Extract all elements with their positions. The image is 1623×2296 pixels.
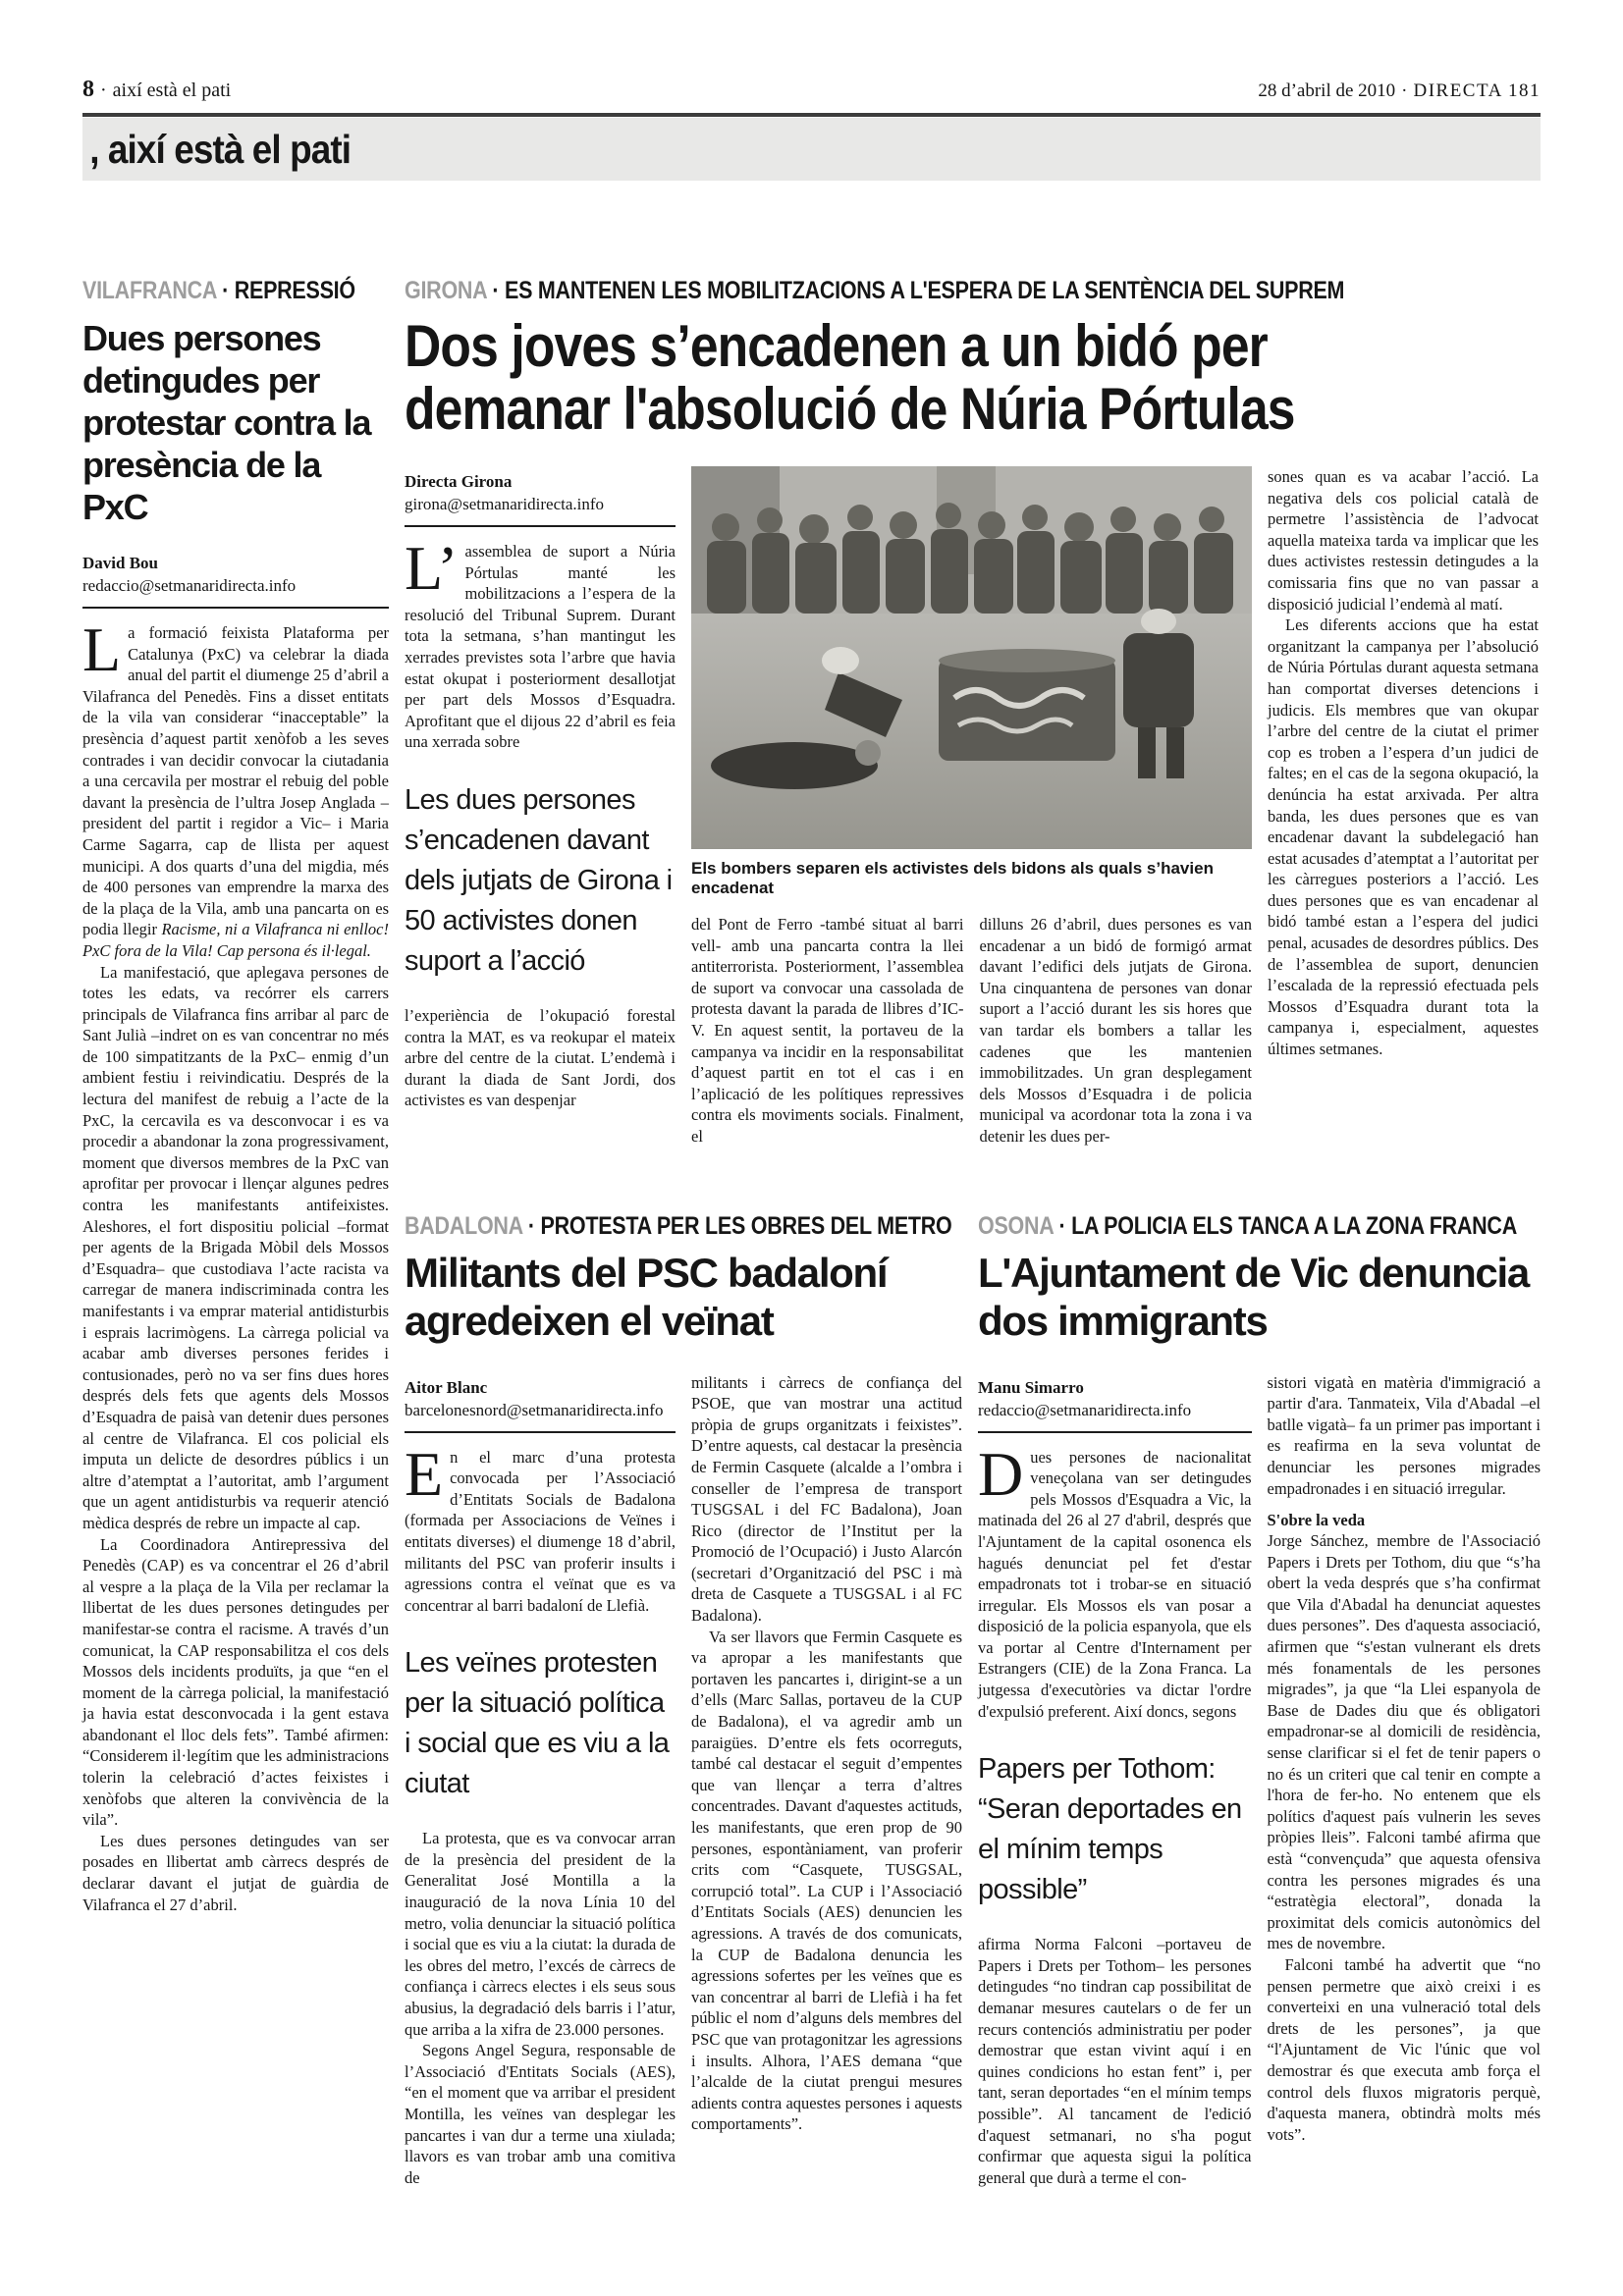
separator-dot: ·: [100, 80, 107, 101]
body-paragraph: La Coordinadora Antirepressiva del Penedès (CAP) es va concentrar el 26 d’abril al vespre a la plaça de la Vila per reclamar la llibertat de les dues persones detingudes per manifestar-se contra el racisme. A través d’un comunicat, la CAP responsabilitza el cos dels Mossos dels incidents produïts, ja que “en el moment de la càrrega policial, la manifestació ja havia estat desconvocada i la gent estava abandonant el lloc dels fets”. També afirmen: “Considerem il·legítim que les administracions tolerin la celebració d’actes feixistes i xenòfobs que alteren la convivència de la vila”.: [82, 1534, 389, 1830]
kicker-vilafranca: [82, 277, 389, 305]
kicker-location: GIRONA: [405, 277, 487, 304]
author-name: David Bou: [82, 554, 158, 572]
author-name: Aitor Blanc: [405, 1377, 488, 1397]
kicker-topic: PROTESTA PER LES OBRES DEL METRO: [540, 1211, 952, 1240]
headline-girona: [405, 315, 1541, 441]
section-name: així està el pati: [112, 80, 232, 101]
author-email: barcelonesnord@setmanaridirecta.info: [405, 1400, 664, 1419]
girona-column-1: [405, 466, 676, 1148]
body-paragraph: Falconi també ha advertit que “no pensen permetre que això creixi i es converteixi en una vulneració total dels drets de les persones”, ja que “l'Ajuntament de Vic l'únic que vol demostrar és que executa amb força el control dels fluxos migratoris perquè, d'aquesta manera, obtindrà molts més vots”.: [1267, 1954, 1541, 2144]
headline-line-2: demanar l'absolució de Núria Pórtulas: [405, 376, 1295, 442]
body-paragraph: Jorge Sánchez, membre de l'Associació Papers i Drets per Tothom, diu que “s’ha obert la veda després que s’ha confirmat que Vila d'Abadal ha denunciat aquestes dues persones”. Des d'aquesta associació, afirmen que “s'estan vulnerant els drets més fonamentals de les persones migrades”, ja que “la Llei espanyola de Base de Dades diu que és obligatori empadronar-se al domicili de residència, sense clarificar si el fet de tenir papers o no és un criteri que cal tenir en compte a l'hora de fer-ho. No entenem que els polítics d'aquest país vulnerin les seves pròpies lleis”. Falconi també afirma que està “convençuda” que aquesta ofensiva contra les persones migrades és una “estratègia electoral”, donada la proximitat dels comicis autonòmics del mes de novembre.: [1267, 1531, 1541, 1953]
body-paragraph: l’experiència de l’okupació forestal contra la MAT, es va reokupar el mateix arbre del centre de la ciutat. L’endemà i durant la diada de Sant Jordi, dos activistes es van despenjar: [405, 1005, 676, 1110]
paragraph-text: n el marc d’una protesta convocada per l’Associació d’Entitats Socials de Badalona (formada per Associacions de Veïnes i entitats diverses) el diumenge 18 d’abril, militants del PSC van proferir insults i agressions contra el veïnat que es va concentrar al barri badaloní de Llefià.: [405, 1447, 676, 1615]
pull-quote-girona: Les dues persones s’encadenen davant dels jutjats de Girona i 50 activistes donen suport a l’acció: [405, 783, 673, 977]
body-paragraph: dilluns 26 d’abril, dues persones es van encadenar a un bidó de formigó armat davant l’edifici dels jutjats de Girona. Una cinquantena de persones van donar suport a l’acció durant les sis hores que van tardar els bombers a tallar les cadenes que les mantenien immobilitzades. Un gran desplegament dels Mossos d’Esquadra i de policia municipal va acordonar tota la zona i va detenir les dues per-: [979, 915, 1252, 1146]
publication-name: DIRECTA 181: [1413, 80, 1541, 101]
kicker-separator: ·: [222, 277, 229, 304]
body-paragraph: sistori vigatà en matèria d'immigració a partir d'ara. Tanmateix, Vila d'Abadal –el batlle vigatà– fa un primer pas important i es reafirma en la seva voluntat de denunciar les persones migrades empadronades i en situació irregular.: [1267, 1372, 1541, 1498]
issue-date: 28 d’abril de 2010: [1258, 80, 1396, 101]
article-osona: [978, 1212, 1541, 2189]
pull-quote-osona: Papers per Tothom: “Seran deportades en el mínim temps possible”: [978, 1753, 1242, 1906]
banner-slogan-text: Racisme, ni a Vilafranca ni enlloc! PxC fora de la Vila! Cap persona és il·legal.: [82, 920, 389, 960]
body-paragraph: afirma Norma Falconi –portaveu de Papers i Drets per Tothom– les persones detingudes “no tindran cap possibilitat de demanar mesures cautelars o de fer un recurs contenciós administratiu per poder demostrar que estan vivint aquí i en quines condicions ho estan fent” i, per tant, seran deportades “en el mínim temps possible”. Al tancament de l'edició d'aquest setmanari, no s'ha pogut confirmar que aquesta sigui la política general que durà a terme el con-: [978, 1935, 1252, 2187]
body-paragraph: [978, 1438, 1252, 1723]
byline-girona: [405, 470, 676, 527]
author-email: redaccio@setmanaridirecta.info: [978, 1400, 1192, 1419]
kicker-separator: ·: [527, 1211, 535, 1240]
photo-caption: Els bombers separen els activistes dels bidons als quals s’havien encadenat: [691, 859, 1214, 897]
drop-cap: L’: [405, 533, 459, 603]
page-header-left: [82, 77, 231, 103]
byline-vilafranca: [82, 552, 389, 609]
article-vilafranca: [82, 277, 389, 2188]
drop-cap: D: [978, 1438, 1024, 1509]
kicker-separator: ·: [492, 277, 500, 304]
paragraph-text: a formació feixista Plataforma per Catalunya (PxC) va celebrar la diada anual del partit el diumenge 25 d’abril a Vilafranca del Penedès. Fins a disset entitats de la vila van considerar “inacceptable” la presència d’aquest partit xenòfob a les seves contrades i van decidir convocar la ciutadania a una cercavila per mostrar el rebuig del poble davant la presència de l’ultra Josep Anglada –president del partit i regidor a Vic– i Maria Carme Sagarra, cap de llista per aquest municipi. A dos quarts d’una del migdia, més de 400 persones van emprendre la marxa des de la plaça de la Vila, amb una pancarta on es podia llegir: [82, 623, 389, 939]
body-paragraph: [82, 614, 389, 962]
headline-osona: L'Ajuntament de Vic denuncia dos immigrants: [978, 1249, 1529, 1344]
osona-column-2: [1268, 1372, 1542, 2189]
author-email: girona@setmanaridirecta.info: [405, 495, 605, 513]
kicker-badalona: [405, 1212, 962, 1241]
page-header-right: [1258, 80, 1541, 102]
girona-column-2: [691, 914, 964, 1148]
kicker-location: OSONA: [978, 1211, 1054, 1240]
headline-vilafranca: Dues persones detingudes per protestar contra la presència de la PxC: [82, 318, 371, 527]
kicker-osona: [978, 1212, 1541, 1241]
headline-line-1: Dos joves s’encadenen a un bidó per: [405, 313, 1268, 379]
article-girona: [405, 277, 1541, 1148]
badalona-column-1: [405, 1372, 676, 2189]
badalona-column-2: [691, 1372, 962, 2189]
girona-photo-block: [691, 466, 1252, 1148]
girona-column-3: [980, 914, 1253, 1148]
drop-cap: E: [405, 1438, 444, 1509]
body-paragraph: del Pont de Ferro -també situat al barri vell- amb una pancarta contra la llei antiterrorista. Posteriorment, l’assemblea de suport va convocar una cassolada de protesta davant la parada de llibres d’IC-V. En aquest sentit, la portaveu de la campanya va incidir en la responsabilitat d’aquest partit en tot el cas i en l’aplicació de les polítiques repressives contra els moviments socials. Finalment, el: [691, 915, 964, 1146]
news-photo: [691, 466, 1252, 849]
body-paragraph: sones quan es va acabar l’acció. La negativa dels cos policial català de permetre l’assistència de l’advocat aquella mateixa tarda va implicar que les dues activistes restessin detingudes a la comissaria fins que no van passar a disposició judicial l’endemà al matí.: [1268, 467, 1539, 614]
body-paragraph: [405, 533, 676, 753]
subhead-sobre-la-veda: S'obre la veda: [1267, 1511, 1366, 1530]
page-number: 8: [82, 77, 94, 102]
header-rule: [82, 113, 1541, 117]
kicker-topic: LA POLICIA ELS TANCA A LA ZONA FRANCA: [1071, 1211, 1517, 1240]
girona-column-4: [1268, 466, 1539, 1148]
paragraph-text: assemblea de suport a Núria Pórtulas manté les mobilitzacions a l’espera de la resolució del Tribunal Suprem. Durant tota la setmana, s’han mantingut les xerrades previstes sota l’arbre que havia estat okupat i posteriorment desallotjat per part dels Mossos d’Esquadra. Aprofitant que el dijous 22 d’abril es feia una xerrada sobre: [405, 542, 676, 752]
author-email: redaccio@setmanaridirecta.info: [82, 576, 297, 595]
section-banner: [82, 118, 1541, 181]
drop-cap: L: [82, 614, 122, 684]
body-paragraph: Va ser llavors que Fermin Casquete es va apropar a les manifestants que portaven les pancartes i, dirigint-se a un d’ells (Marc Sallas, portaveu de la CUP de Badalona), el va agredir amb un paraigües. D’entre els fets ocorreguts, també cal destacar el seguit d’empentes que van llençar a terra d’altres concentrades. Davant d'aquestes actituds, les manifestants, que eren prop de 90 persones, espontàniament, van proferir crits com “Casquete, TUSGSAL, corrupció total”. La CUP i l’Associació d’Entitats Socials (AES) denuncien les agressions. A través de dos comunicats, la CUP de Badalona denuncia les agressions sofertes per les veïnes que es van concentrar al barri de Llefià i ha fet públic el nom d’alguns dels membres del PSC que van protagonitzar les agressions i insults. Alhora, l’AES demana “que l’alcalde de la ciutat prengui mesures adients contra aquestes persones i aquests comportaments”.: [691, 1627, 962, 2134]
body-paragraph: [405, 1438, 676, 1617]
author-name: Directa Girona: [405, 472, 513, 491]
body-paragraph: La manifestació, que aplegava persones de totes les edats, va recórrer els carrers principals de Vilafranca fins arribar al parc de Sant Julià –indret on es van concentrar no més de 100 simpatitzants de la PxC– enmig d’un ambient festiu i reivindicatiu. Després de la lectura del manifest de rebuig a l’acte de la PxC, la cercavila es va desconvocar i es va procedir a abandonar la zona progressivament, moment que diversos membres de la PxC van aprofitar per provocar i llençar algunes pedres contra les manifestants antifeixistes. Aleshores, el fort dispositiu policial –format per agents de la Brigada Mòbil dels Mossos d’Esquadra– que custodiava l’acte racista va carregar de manera indiscriminada contra les manifestants i va emprar material antidisturbis i esprais lacrimògens. La càrrega policial va acabar amb diverses persones ferides i contusionades, però no va ser fins dues hores després dels fets que agents dels Mossos d’Esquadra de paisà van detenir dues persones al centre de Vilafranca. El cos policial els imputa un delicte de desordres públics i un altre d’atemptat a l’autoritat, amb l’argument que un agent antidisturbis va requerir atenció mèdica després de rebre un impacte al cap.: [82, 962, 389, 1532]
article-badalona: [405, 1212, 962, 2189]
osona-column-1: [978, 1372, 1252, 2189]
kicker-topic: ES MANTENEN LES MOBILITZACIONS A L'ESPERA DE LA SENTÈNCIA DEL SUPREM: [505, 277, 1345, 304]
kicker-location: VILAFRANCA: [82, 277, 217, 304]
kicker-girona: [405, 277, 1541, 305]
pull-quote-badalona: Les veïnes protesten per la situació política i social que es viu a la ciutat: [405, 1647, 670, 1800]
kicker-location: BADALONA: [405, 1211, 523, 1240]
author-name: Manu Simarro: [978, 1377, 1084, 1397]
headline-badalona: Militants del PSC badaloní agredeixen el veïnat: [405, 1249, 888, 1344]
separator-dot: ·: [1401, 80, 1408, 101]
paragraph-text: ues persones de nacionalitat veneçolana van ser detingudes pels Mossos d'Esquadra a Vic, la matinada del 26 al 27 d'abril, després que l'Ajuntament de la capital osonenca els hagués denunciat pel fet d'estar empadronats tot i trobar-se en situació irregular. Els Mossos els van posar a disposició de la policia espanyola, que els va portar al Centre d'Internament per Estrangers (CIE) de la Zona Franca. La jutgessa d'executòries va dictar l'ordre d'expulsió preferent. Així doncs, segons: [978, 1447, 1252, 1721]
byline-osona: [978, 1376, 1252, 1433]
kicker-separator: ·: [1058, 1211, 1066, 1240]
page-header: [82, 0, 1541, 103]
section-banner-title: , així està el pati: [89, 126, 352, 172]
byline-badalona: [405, 1376, 676, 1433]
body-paragraph: La protesta, que es va convocar arran de la presència del president de la Generalitat José Montilla a la inauguració de la nova Línia 10 del metro, volia denunciar la situació política i social que es viu a la ciutat: la durada de les obres del metro, l’excés de càrrecs de confiança i càrrecs electes i els seus sous abusius, la degradació dels barris i l’atur, que arriba a la xifra de 23.000 persones.: [405, 1829, 676, 2039]
kicker-topic: REPRESSIÓ: [234, 277, 355, 304]
body-paragraph: militants i càrrecs de confiança del PSOE, que van mostrar una actitud pròpia de grups organitzats i feixistes”. D’entre aquests, cal destacar la presència de Fermin Casquete (alcalde a l’ombra i conseller de l’empresa de transport TUSGSAL i del FC Badalona), Joan Rico (director de l’Institut per la Promoció de l’Ocupació) i Justo Alarcón (secretari d’Organització del PSC i mà dreta de Casquete a TUSGSAL i al FC Badalona).: [691, 1372, 962, 1626]
body-paragraph: Segons Angel Segura, responsable de l’Associació d'Entitats Socials (AES), “en el moment que va arribar el president Montilla, les veïnes van desplegar les pancartes i van dur a terme una xiulada; llavors es van trobar amb una comitiva de: [405, 2041, 676, 2187]
body-paragraph: Les diferents accions que ha estat organitzant la campanya per l’absolució de Núria Pórtulas durant aquesta setmana han comportat diverses detencions i judicis. Els membres que van okupar l’arbre del centre de la ciutat el primer cop es troben a l’espera d’un judici de faltes; en el cas de la segona okupació, la denúncia ha estat arxivada. Per altra banda, les dues persones que es van encadenar davant la subdelegació han estat acusades d’atemptat a l’autoritat per les càrregues posteriors a l’acció. Les dues persones que es van encadenar al bidó també estan a l’espera del judici penal, acusades de desordres públics. Des de l’assemblea de suport, denuncien l’escalada de la repressió efectuada pels Mossos d’Esquadra durant tota la campanya i, especialment, aquestes últimes setmanes.: [1268, 615, 1539, 1059]
body-paragraph: Les dues persones detingudes van ser posades en llibertat amb càrrecs després de declarar davant el jutjat de guàrdia de Vilafranca el 27 d’abril.: [82, 1831, 389, 1914]
